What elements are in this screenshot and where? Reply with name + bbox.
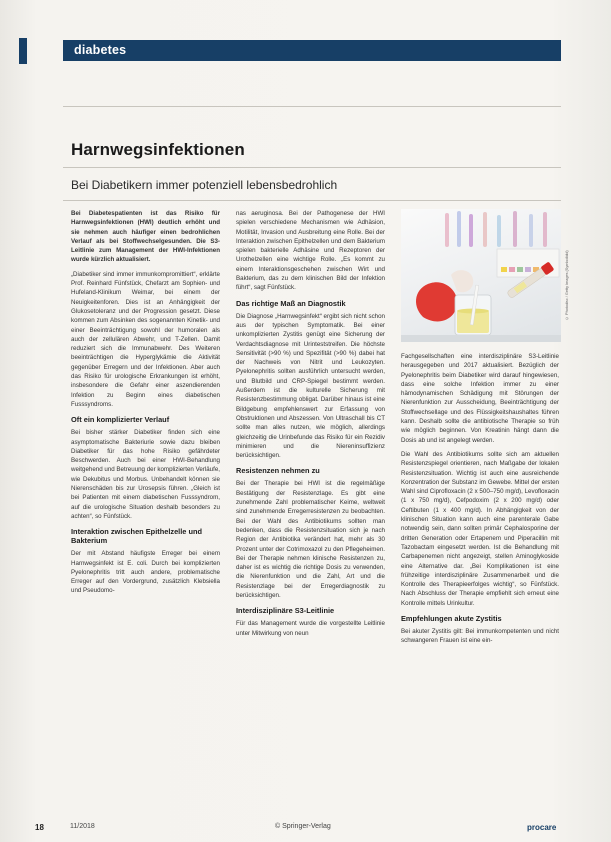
photo-credit: © Photodisc / Getty Images (Symbolbild) — [565, 250, 569, 320]
body-paragraph: Die Diagnose „Harnwegsinfekt“ ergibt sich nicht schon aus der typischen Symptomatik. Bei einer unkomplizierten Zystitis genügt eine Sicherung der Verdachtsdiagnose mit Urinteststreifen. Die höchste Sensitivität (>90 %) und Spezifität (>90 %) dabei hat der Nachweis von Nitrit und Leukozyten. Pyelonephritis sollten ausführlich untersucht werden, und Blutbild und CRP-Spiegel bestimmt werden. Außerdem ist die kulturelle Sicherung mit Resistenzbestimmung obligat. Darüber hinaus ist eine Bildgebung empfehlenswert zur Erfassung von Obstruktionen und Abszessen. Von Ultraschall bis CT sollte man alles nutzen, wie möglich, allerdings gleichzeitig die Urinbefunde das Risiko für ein Rezidiv minimieren und die Niereninsuffizienz berücksichtigen. — [236, 312, 385, 460]
body-paragraph: Bei bisher stärker Diabetiker finden sich eine asymptomatische Bakteriurie sowie dazu bleiben Diabetiker für das hohe Risiko gefährdeter Beschwerden. Auch bei einer HWI-Behandlung weitgehend und Betreuung der komplizierten Verläufe, wie Dekubitus und Morbus. Unbehandelt können sie Nierenschäden bis zur Urosepsis führen. „Gleich ist bei Patienten mit einem diabetischen Fusssyndrom, auf die urologische Situation deshalb besonders zu achten“, so Fünfstück. — [71, 429, 220, 520]
section-label: diabetes — [74, 43, 127, 57]
urine-test-illustration — [401, 209, 561, 342]
issue-number: 11/2018 — [70, 823, 95, 830]
section-heading: Resistenzen nehmen zu — [236, 466, 320, 476]
publisher-credit: © Springer-Verlag — [275, 823, 331, 830]
text-column-3 — [401, 352, 559, 828]
text-column-2 — [236, 209, 385, 826]
section-heading: Das richtige Maß an Diagnostik — [236, 298, 346, 308]
title-divider — [63, 167, 561, 168]
section-heading: Oft ein komplizierter Verlauf — [71, 415, 170, 425]
subtitle-divider — [63, 200, 561, 201]
article-title: Harnwegsinfektionen — [71, 140, 245, 159]
urine-test-photo — [401, 209, 561, 342]
intro-paragraph: Bei Diabetespatienten ist das Risiko für Harnwegsinfektionen (HWI) deutlich erhöht und sie nehmen auch häufiger einen bedrohlichen Verlauf als bei Stoffwechselgesunden. Die S3-Leitlinie zum Management der HWI-Infektionen wurde kürzlich aktualisiert. — [71, 210, 220, 264]
body-paragraph: nas aeruginosa. Bei der Pathogenese der HWI spielen verschiedene Mechanismen wie Adhäsion, Motilität, Invasion und Ausbreitung eine Rolle. Bei der Interaktion zwischen Epithelzellen und dem Bakterium spielen bakterielle Adhäsine und Rezeptoren der Urothelzellen eine wichtige Rolle. „Es kommt zu einem Interaktionsgeschehen zwischen Wirt und Bakterium, das zu dem klinischen Bild der Infektion führt“, sagt Fünfstück. — [236, 210, 385, 292]
body-paragraph: Fachgesellschaften eine interdisziplinäre S3-Leitlinie herausgegeben und 2017 aktualisiert. Bezüglich der Pyelonephritis beim Diabetiker wird darauf hingewiesen, dass eine solche Infektion immer zu einer hämodynamischen Schädigung mit Störungen der Nierenfunktion zur Ausscheidung, Beeinträchtigung der Stoffwechsellage und des Flüssigkeitshaushaltes führen kann. Deshalb sollte die antibiotische Therapie so früh wie möglich beginnen. Von Kreatinin hängt dann die Dosis ab und ist angelegt werden. — [401, 353, 559, 444]
section-marker — [19, 38, 27, 64]
text-column-1 — [71, 209, 220, 826]
body-paragraph: „Diabetiker sind immer immunkompromittiert“, erklärte Prof. Reinhard Fünfstück, Chefarzt am Sophien- und Hufeland-Klinikum Weimar, bei einem der Neuigkeitenforen. Dies ist an Anhängigkeit der Glukosetoleranz und der Progression gesetzt. Diese kommen zum Absinken des sogenannten Kinetik- und einer Beeinträchtigung sowohl der humoralen als auch der zellulären Abwehr, und T-Zellen. Damit reduziert sich die Immunabwehr. Des Weiteren beeinträchtigen die Hyperglykämie die Aktivität gegenüber Erregern und der Infektionen. Aber auch das Risiko für urologische Erkrankungen ist erhöht, insbesondere die Gefahr einer aszendierenden Infektion zu Beginn eines diabetischen Fusssyndroms. — [71, 270, 220, 408]
top-divider — [63, 106, 561, 107]
magazine-brand: procare — [527, 823, 557, 832]
page-number: 18 — [35, 823, 44, 832]
section-heading: Interdisziplinäre S3-Leitlinie — [236, 606, 335, 616]
section-header-bar — [63, 40, 561, 61]
section-heading: Empfehlungen akute Zystitis — [401, 614, 502, 624]
body-paragraph: Für das Management wurde die vorgestellte Leitlinie unter Mitwirkung von neun — [236, 620, 385, 637]
body-paragraph: Die Wahl des Antibiotikums sollte sich am aktuellen Resistenzspiegel orientieren, nach Maßgabe der lokalen Resistenzsituation. Wichtig ist auch eine ausreichende Konzentration der Substanz im Gewebe. Mittel der ersten Wahl sind Ciprofloxacin (2 x 500–750 mg/d), Levofloxacin (1 x 750 mg/d), Cefpodoxim (2 x 200 mg/d) oder Ceftibuten (1 x 400 mg/d). In Abhängigkeit von der klinischen Situation kann auch eine parenterale Gabe notwendig sein, dann sollten primär Cephalosporine der dritten Generation oder Ertapenem und Piperacillin mit Tazobactam eingesetzt werden. Ist die Behandlung mit Carbapenemen nicht angezeigt, stellen Aminoglykoside eine Alternative dar. „Bei Komplikationen ist eine frühzeitige interdisziplinäre Zusammenarbeit und die Kontrolle des Therapieerfolges wichtig“, so Fünfstück. Nach Abschluss der Therapie empfiehlt sich erneut eine Kontrolle mittels Urinkultur. — [401, 450, 559, 607]
article-subtitle: Bei Diabetikern immer potenziell lebensbedrohlich — [71, 178, 338, 192]
body-paragraph: Bei akuter Zystitis gilt: Bei immunkompetenten und nicht schwangeren Frauen ist eine ein- — [401, 628, 559, 645]
section-heading: Interaktion zwischen Epithelzelle und Bakterium — [71, 527, 202, 546]
body-paragraph: Der mit Abstand häufigste Erreger bei einem Harnwegsinfekt ist E. coli. Durch bei komplizierten Pyelonephritis tritt auch andere, problematische Erreger auf den Vordergrund, zusätzlich Klebsiella und Pseudomo- — [71, 550, 220, 595]
body-paragraph: Bei der Therapie bei HWI ist die regelmäßige Bestätigung der Resistenzlage. Es gibt eine zunehmende Zahl problematischer Keime, weltweit sind zunehmende Erregerresistenzen zu beobachten. Bei der Wahl des Antibiotikums sollten man bedenken, dass die Resistenzsituation sich je nach Region der Antibiotika verändert hat, mehr als 30 Prozent unter der Cotrimoxazol zu den Pflegeheimen. Bei der Therapie nehmen klinische Resistenzen zu, daher ist es wichtig die richtige Dosis zu verwenden, die Nierenfunktion und die Zahl, Art und die Resistenzlage bei der Erregerdiagnostik zu berücksichtigen. — [236, 480, 385, 599]
